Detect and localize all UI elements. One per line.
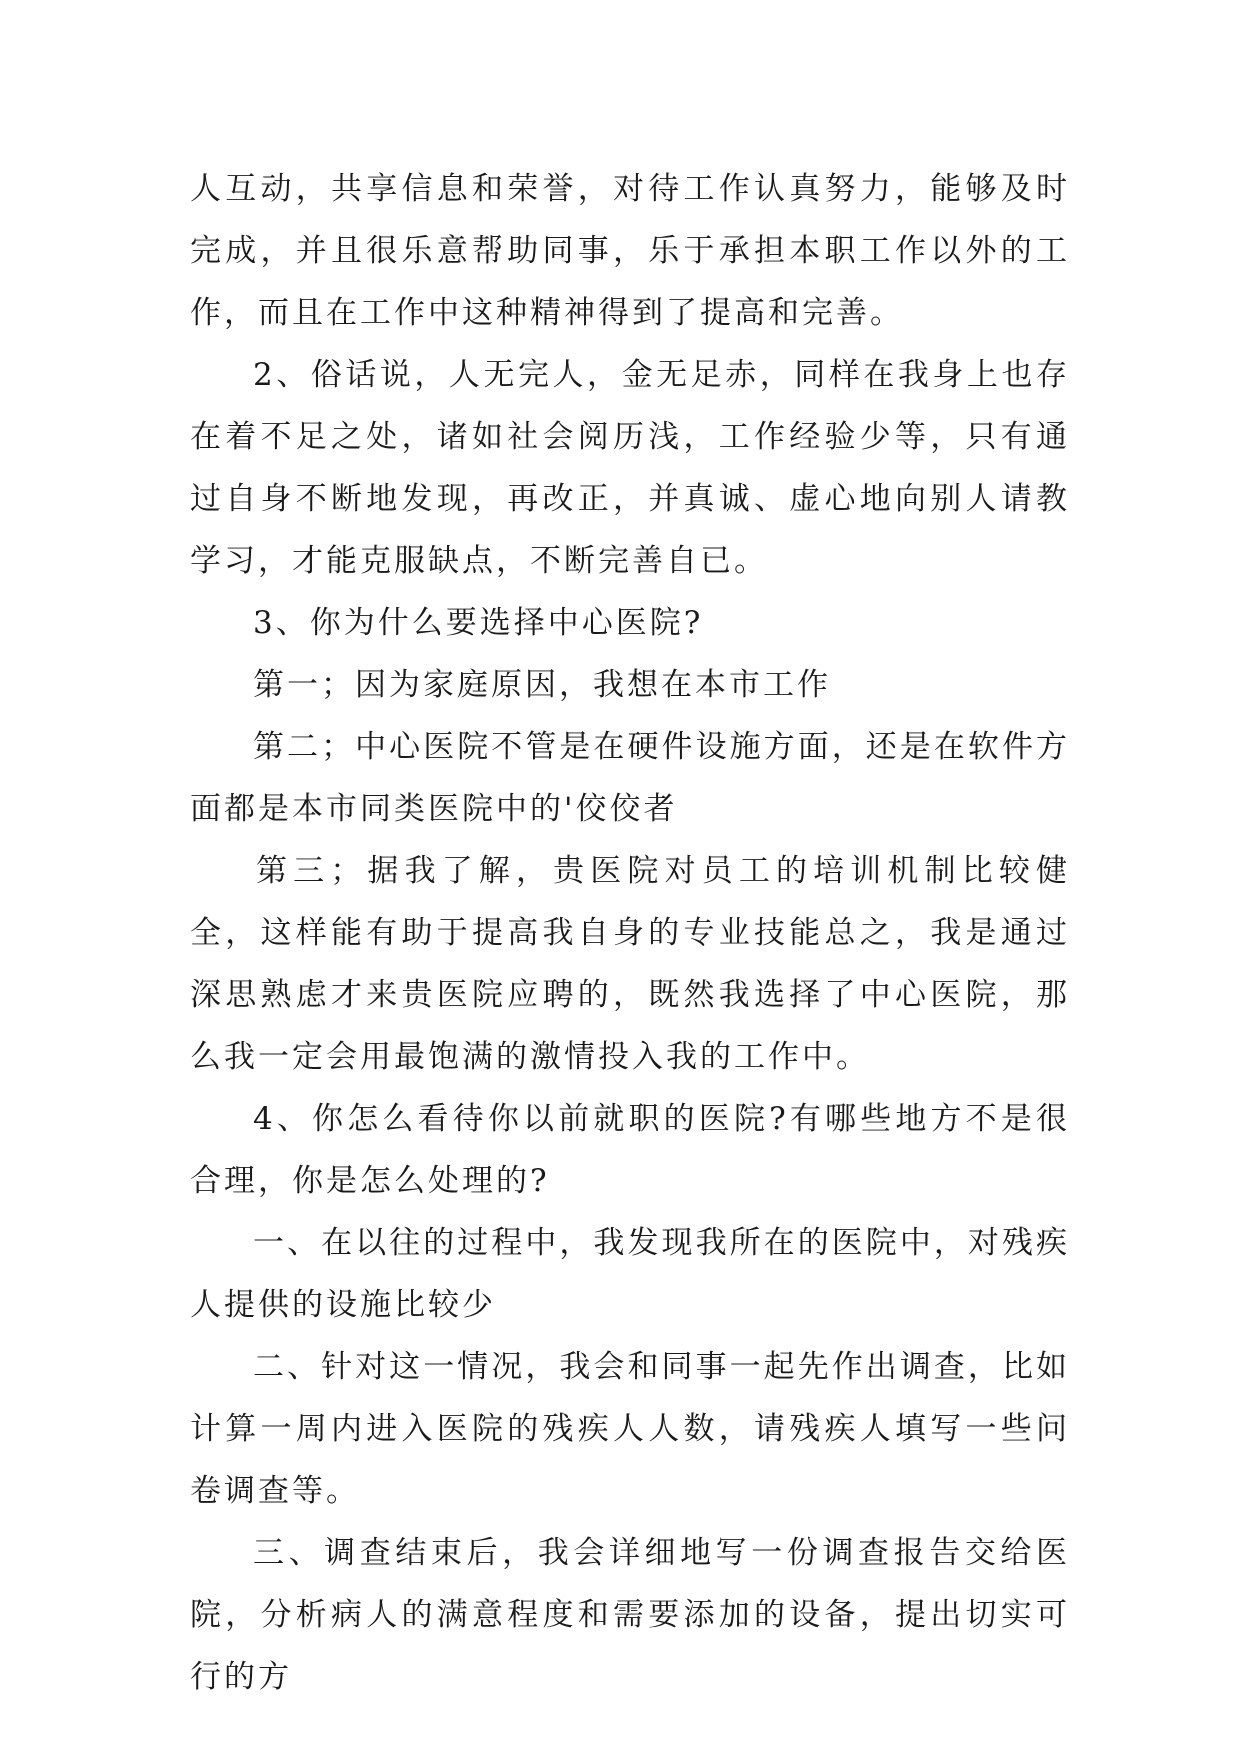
paragraph-point-two: 二、针对这一情况，我会和同事一起先作出调查，比如计算一周内进入医院的残疾人人数，请残疾人填写一些问卷调查等。 [190,1349,1070,1509]
paragraph-first-reason: 第一；因为家庭原因，我想在本市工作 [253,667,831,703]
question-3: 3、你为什么要选择中心医院? [253,605,704,641]
document-body [190,158,1070,1708]
paragraph-point-one: 一、在以往的过程中，我发现我所在的医院中，对残疾人提供的设施比较少 [190,1225,1070,1323]
paragraph-point-three: 三、调查结束后，我会详细地写一份调查报告交给医院，分析病人的满意程度和需要添加的设备，提出切实可行的方 [190,1535,1070,1695]
paragraph-second-reason: 第二；中心医院不管是在硬件设施方面，还是在软件方面都是本市同类医院中的'佼佼者 [190,729,1070,827]
paragraph-answer-2: 2、俗话说，人无完人，金无足赤，同样在我身上也存在着不足之处，诸如社会阅历浅，工作经验少等，只有通过自身不断地发现，再改正，并真诚、虚心地向别人请教学习，才能克服缺点，不断完善自已。 [190,357,1070,579]
paragraph: 人互动，共享信息和荣誉，对待工作认真努力，能够及时完成，并且很乐意帮助同事，乐于承担本职工作以外的工作，而且在工作中这种精神得到了提高和完善。 [190,171,1070,331]
question-4: 4、你怎么看待你以前就职的医院?有哪些地方不是很合理，你是怎么处理的? [190,1101,1070,1199]
paragraph-third-reason: 第三；据我了解，贵医院对员工的培训机制比较健全，这样能有助于提高我自身的专业技能总之，我是通过深思熟虑才来贵医院应聘的，既然我选择了中心医院，那么我一定会用最饱满的激情投入我的工作中。 [190,853,1070,1075]
